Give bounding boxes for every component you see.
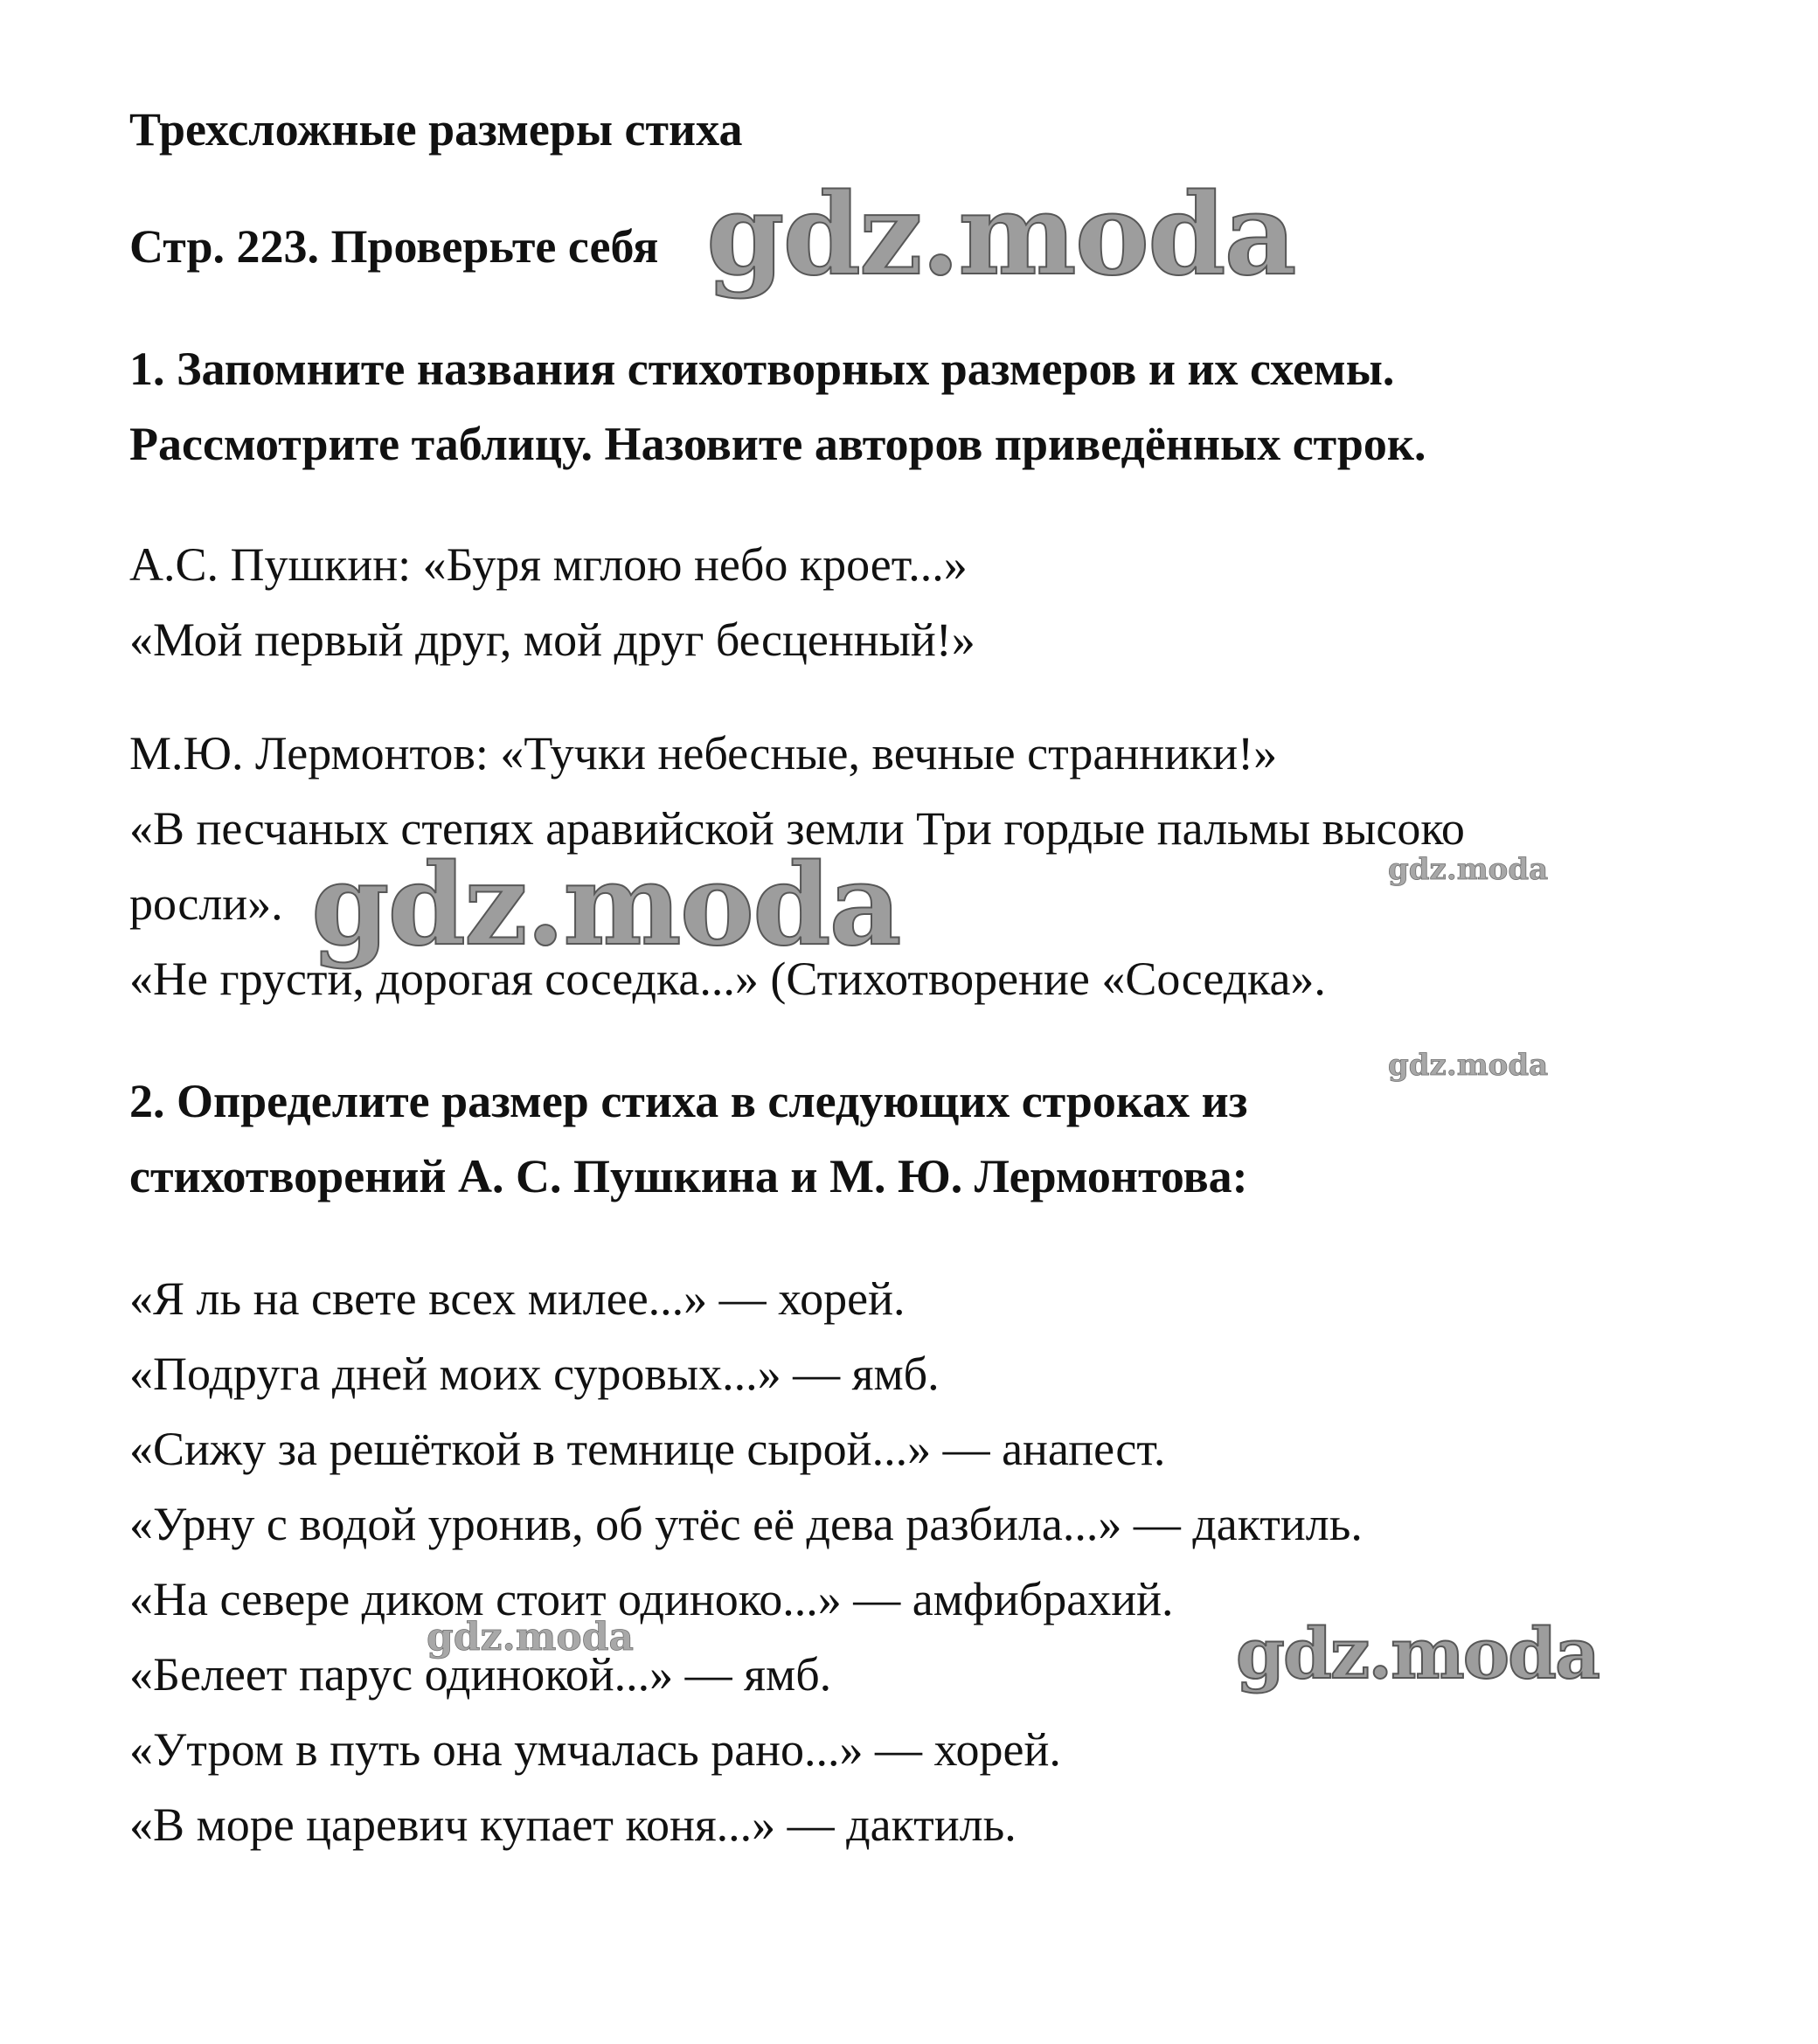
answer-line-2: «Подруга дней моих суровых...» — ямб. [129, 1348, 940, 1400]
task-1-line-1: 1. Запомните названия стихотворных размеров и их схемы. [129, 343, 1395, 395]
watermark-logo-1: gdz.moda [706, 170, 1295, 301]
page-heading: Трехсложные размеры стиха [129, 103, 743, 156]
watermark-logo-2: gdz.moda [311, 840, 900, 971]
answer-line-4: «Урну с водой уронив, об утёс её дева разбила...» — дактиль. [129, 1498, 1363, 1550]
answer-line-8: «В море царевич купает коня...» — дактиль. [129, 1798, 1017, 1851]
answer-line-1: «Я ль на свете всех милее...» — хорей. [129, 1272, 906, 1325]
watermark-logo-6: gdz.moda [1236, 1612, 1599, 1694]
watermark-logo-3: gdz.moda [1388, 852, 1549, 887]
task-2-line-1: 2. Определите размер стиха в следующих строках из [129, 1075, 1248, 1127]
lermontov-line-1: М.Ю. Лермонтов: «Тучки небесные, вечные странники!» [129, 727, 1278, 779]
lermontov-line-2: «В песчаных степях аравийской земли Три гордые пальмы высоко [129, 802, 1465, 855]
task-2-line-2: стихотворений А. С. Пушкина и М. Ю. Лермонтова: [129, 1150, 1248, 1202]
answer-line-5: «На севере диком стоит одиноко...» — амфибрахий. [129, 1573, 1174, 1625]
lermontov-line-3: росли». [129, 877, 283, 930]
pushkin-line-1: А.С. Пушкин: «Буря мглою небо кроет...» [129, 538, 968, 591]
answer-line-3: «Сижу за решёткой в темнице сырой...» — анапест. [129, 1423, 1166, 1475]
watermark-logo-5: gdz.moda [427, 1615, 635, 1659]
task-1-line-2: Рассмотрите таблицу. Назовите авторов приведённых строк. [129, 418, 1426, 470]
answer-line-6: «Белеет парус одинокой...» — ямб. [129, 1648, 832, 1701]
page-reference: Стр. 223. Проверьте себя [129, 220, 659, 273]
lermontov-line-4: «Не грусти, дорогая соседка...» (Стихотворение «Соседка». [129, 953, 1326, 1005]
pushkin-line-2: «Мой первый друг, мой друг бесценный!» [129, 613, 975, 666]
answer-line-7: «Утром в путь она умчалась рано...» — хорей. [129, 1723, 1061, 1776]
watermark-logo-4: gdz.moda [1388, 1048, 1549, 1083]
